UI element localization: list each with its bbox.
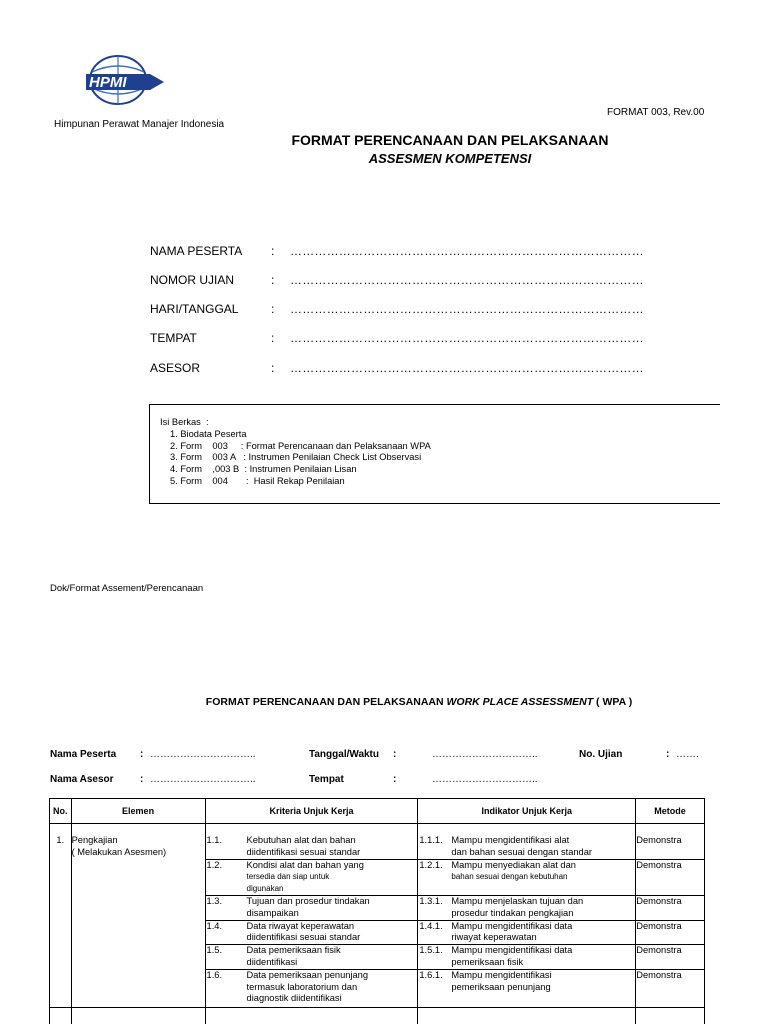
iuk-text: Mampu menyediakan alat dan	[451, 859, 576, 870]
info-tempat-label: Tempat	[309, 774, 344, 785]
metode-item: Demonstra	[636, 895, 704, 920]
row-metode	[636, 824, 705, 1008]
iuk-no: 1.1.1.	[419, 835, 443, 845]
kuk-no: 1.2.	[206, 859, 223, 870]
kuk-text: tersedia dan siap untuk	[246, 872, 330, 882]
berkas-heading: Isi Berkas :	[160, 417, 209, 427]
elemen-line: Pengkajian	[71, 835, 118, 845]
kuk-text: Kebutuhan alat dan bahan	[246, 835, 356, 845]
metode-item: Demonstra	[636, 944, 704, 969]
info-nama-peserta-value[interactable]: …………………………..	[150, 749, 256, 760]
doc-title: FORMAT PERENCANAAN DAN PELAKSANAAN	[291, 132, 609, 148]
berkas-item: 2. Form 003 : Format Perencanaan dan Pelaksanaan WPA	[170, 440, 431, 451]
iuk-text: pemeriksaan fisik	[451, 956, 524, 967]
info-tempat-value[interactable]: …………………………..	[432, 774, 538, 785]
iuk-item	[418, 944, 635, 969]
iuk-no: 1.5.1.	[419, 945, 443, 956]
kuk-item	[206, 969, 418, 1005]
kuk-text: Data riwayat keperawatan	[246, 920, 355, 931]
info-colon: :	[140, 749, 144, 760]
iuk-no: 1.2.1.	[419, 859, 443, 870]
info-tanggal-label: Tanggal/Waktu	[309, 749, 379, 760]
berkas-item: 5. Form 004 : Hasil Rekap Penilaian	[170, 475, 345, 486]
row-iuk	[418, 824, 636, 1008]
wpa-table	[49, 798, 705, 1024]
kuk-item	[206, 895, 418, 920]
field-value[interactable]: ……………………………………………………………………………	[290, 244, 644, 258]
info-colon: :	[666, 749, 670, 760]
col-header-no: No.	[50, 799, 72, 824]
iuk-text: Mampu mengidentifikasi alat	[451, 835, 570, 845]
iuk-item	[418, 835, 635, 859]
kuk-no: 1.1.	[206, 835, 223, 845]
row-no: 1.	[50, 824, 72, 1008]
field-label: NOMOR UJIAN	[150, 273, 234, 287]
info-no-ujian-value[interactable]: …….	[676, 749, 699, 760]
iuk-no: 1.4.1.	[419, 920, 443, 931]
metode-item: Demonstra	[636, 835, 682, 845]
kuk-item	[206, 920, 418, 945]
iuk-item	[418, 969, 635, 1005]
kuk-text: diidentifikasi sesuai standar	[246, 846, 361, 857]
info-nama-asesor-value[interactable]: …………………………..	[150, 774, 256, 785]
kuk-no: 1.6.	[206, 969, 223, 980]
kuk-item	[206, 944, 418, 969]
metode-item: Demonstra	[636, 859, 704, 895]
col-header-metode: Metode	[636, 799, 705, 824]
wpa-title-pre: FORMAT PERENCANAAN DAN PELAKSANAAN	[205, 696, 447, 708]
wpa-title-post: ( WPA )	[593, 696, 633, 708]
field-colon: :	[271, 244, 275, 258]
iuk-text: dan bahan sesuai dengan standar	[451, 846, 592, 857]
table-row	[50, 1008, 705, 1024]
berkas-item: 4. Form ,003 B : Instrumen Penilaian Lisan	[170, 464, 357, 475]
kuk-no: 1.3.	[206, 895, 223, 906]
table-header-row	[50, 799, 705, 824]
kuk-text: Tujuan dan prosedur tindakan	[246, 895, 370, 906]
wpa-title-italic: WORK PLACE ASSESSMENT	[446, 696, 594, 708]
iuk-text: Mampu menjelaskan tujuan dan	[451, 895, 584, 906]
iuk-text: Mampu mengidentifikasi	[451, 969, 552, 980]
info-colon: :	[393, 774, 397, 785]
info-nama-peserta-label: Nama Peserta	[50, 749, 117, 760]
berkas-item: 1. Biodata Peserta	[170, 428, 247, 439]
iuk-item	[418, 920, 635, 945]
info-colon: :	[393, 749, 397, 760]
field-label: ASESOR	[150, 361, 201, 375]
format-code: FORMAT 003, Rev.00	[607, 107, 705, 118]
berkas-item: 3. Form 003 A : Instrumen Penilaian Check List Observasi	[170, 452, 422, 463]
metode-item: Demonstra	[636, 920, 704, 945]
row-kuk	[205, 824, 418, 1008]
iuk-text: Mampu mengidentifikasi data	[451, 920, 573, 931]
kuk-no: 1.4.	[206, 920, 223, 931]
info-colon: :	[140, 774, 144, 785]
kuk-text: diidentifikasi	[246, 956, 298, 967]
elemen-line: ( Melakukan Asesmen)	[71, 846, 167, 857]
kuk-text: disampaikan	[246, 907, 299, 918]
kuk-text: Data pemeriksaan penunjang	[246, 969, 369, 980]
kuk-text: diagnostik diidentifikasi	[246, 993, 342, 1004]
iuk-item	[418, 895, 635, 920]
col-header-elemen: Elemen	[71, 799, 205, 824]
kuk-item	[206, 835, 418, 859]
col-header-iuk: Indikator Unjuk Kerja	[418, 799, 636, 824]
col-header-kuk: Kriteria Unjuk Kerja	[205, 799, 418, 824]
kuk-text: Kondisi alat dan bahan yang	[246, 859, 364, 870]
field-label: TEMPAT	[150, 331, 197, 345]
field-value[interactable]: ……………………………………………………………………………	[290, 361, 644, 375]
field-colon: :	[271, 273, 275, 287]
iuk-text: prosedur tindakan pengkajian	[451, 907, 574, 918]
svg-text:HPMI: HPMI	[89, 74, 127, 91]
iuk-item	[418, 859, 635, 895]
kuk-text: diidentifikasi sesuai standar	[246, 932, 361, 943]
kuk-no: 1.5.	[206, 945, 223, 956]
doc-subtitle: ASSESMEN KOMPETENSI	[368, 151, 532, 166]
field-colon: :	[271, 361, 275, 375]
iuk-no: 1.3.1.	[419, 895, 443, 906]
doc-footer: Dok/Format Assement/Perencanaan	[50, 583, 204, 594]
info-nama-asesor-label: Nama Asesor	[50, 774, 114, 785]
info-no-ujian-label: No. Ujian	[579, 749, 623, 760]
iuk-text: Mampu mengidentifikasi data	[451, 945, 573, 956]
field-label: HARI/TANGGAL	[150, 302, 239, 316]
field-label: NAMA PESERTA	[150, 244, 243, 258]
org-name: Himpunan Perawat Manajer Indonesia	[54, 119, 225, 130]
kuk-item	[206, 859, 418, 895]
iuk-text: bahan sesuai dengan kebutuhan	[451, 872, 568, 882]
field-colon: :	[271, 331, 275, 345]
kuk-text: termasuk laboratorium dan	[246, 981, 358, 992]
table-row	[50, 824, 705, 1008]
field-value[interactable]: ……………………………………………………………………………	[290, 302, 644, 316]
field-colon: :	[271, 302, 275, 316]
metode-item: Demonstra	[636, 969, 704, 1005]
iuk-text: pemeriksaan penunjang	[451, 981, 551, 992]
iuk-text: riwayat keperawatan	[451, 932, 537, 943]
field-value[interactable]: ……………………………………………………………………………	[290, 331, 644, 345]
iuk-no: 1.6.1.	[419, 969, 443, 980]
info-tanggal-value[interactable]: …………………………..	[432, 749, 538, 760]
kuk-text: Data pemeriksaan fisik	[246, 945, 341, 956]
field-value[interactable]: ……………………………………………………………………………	[290, 273, 644, 287]
row-elemen	[71, 824, 205, 1008]
kuk-text: digunakan	[246, 884, 284, 894]
